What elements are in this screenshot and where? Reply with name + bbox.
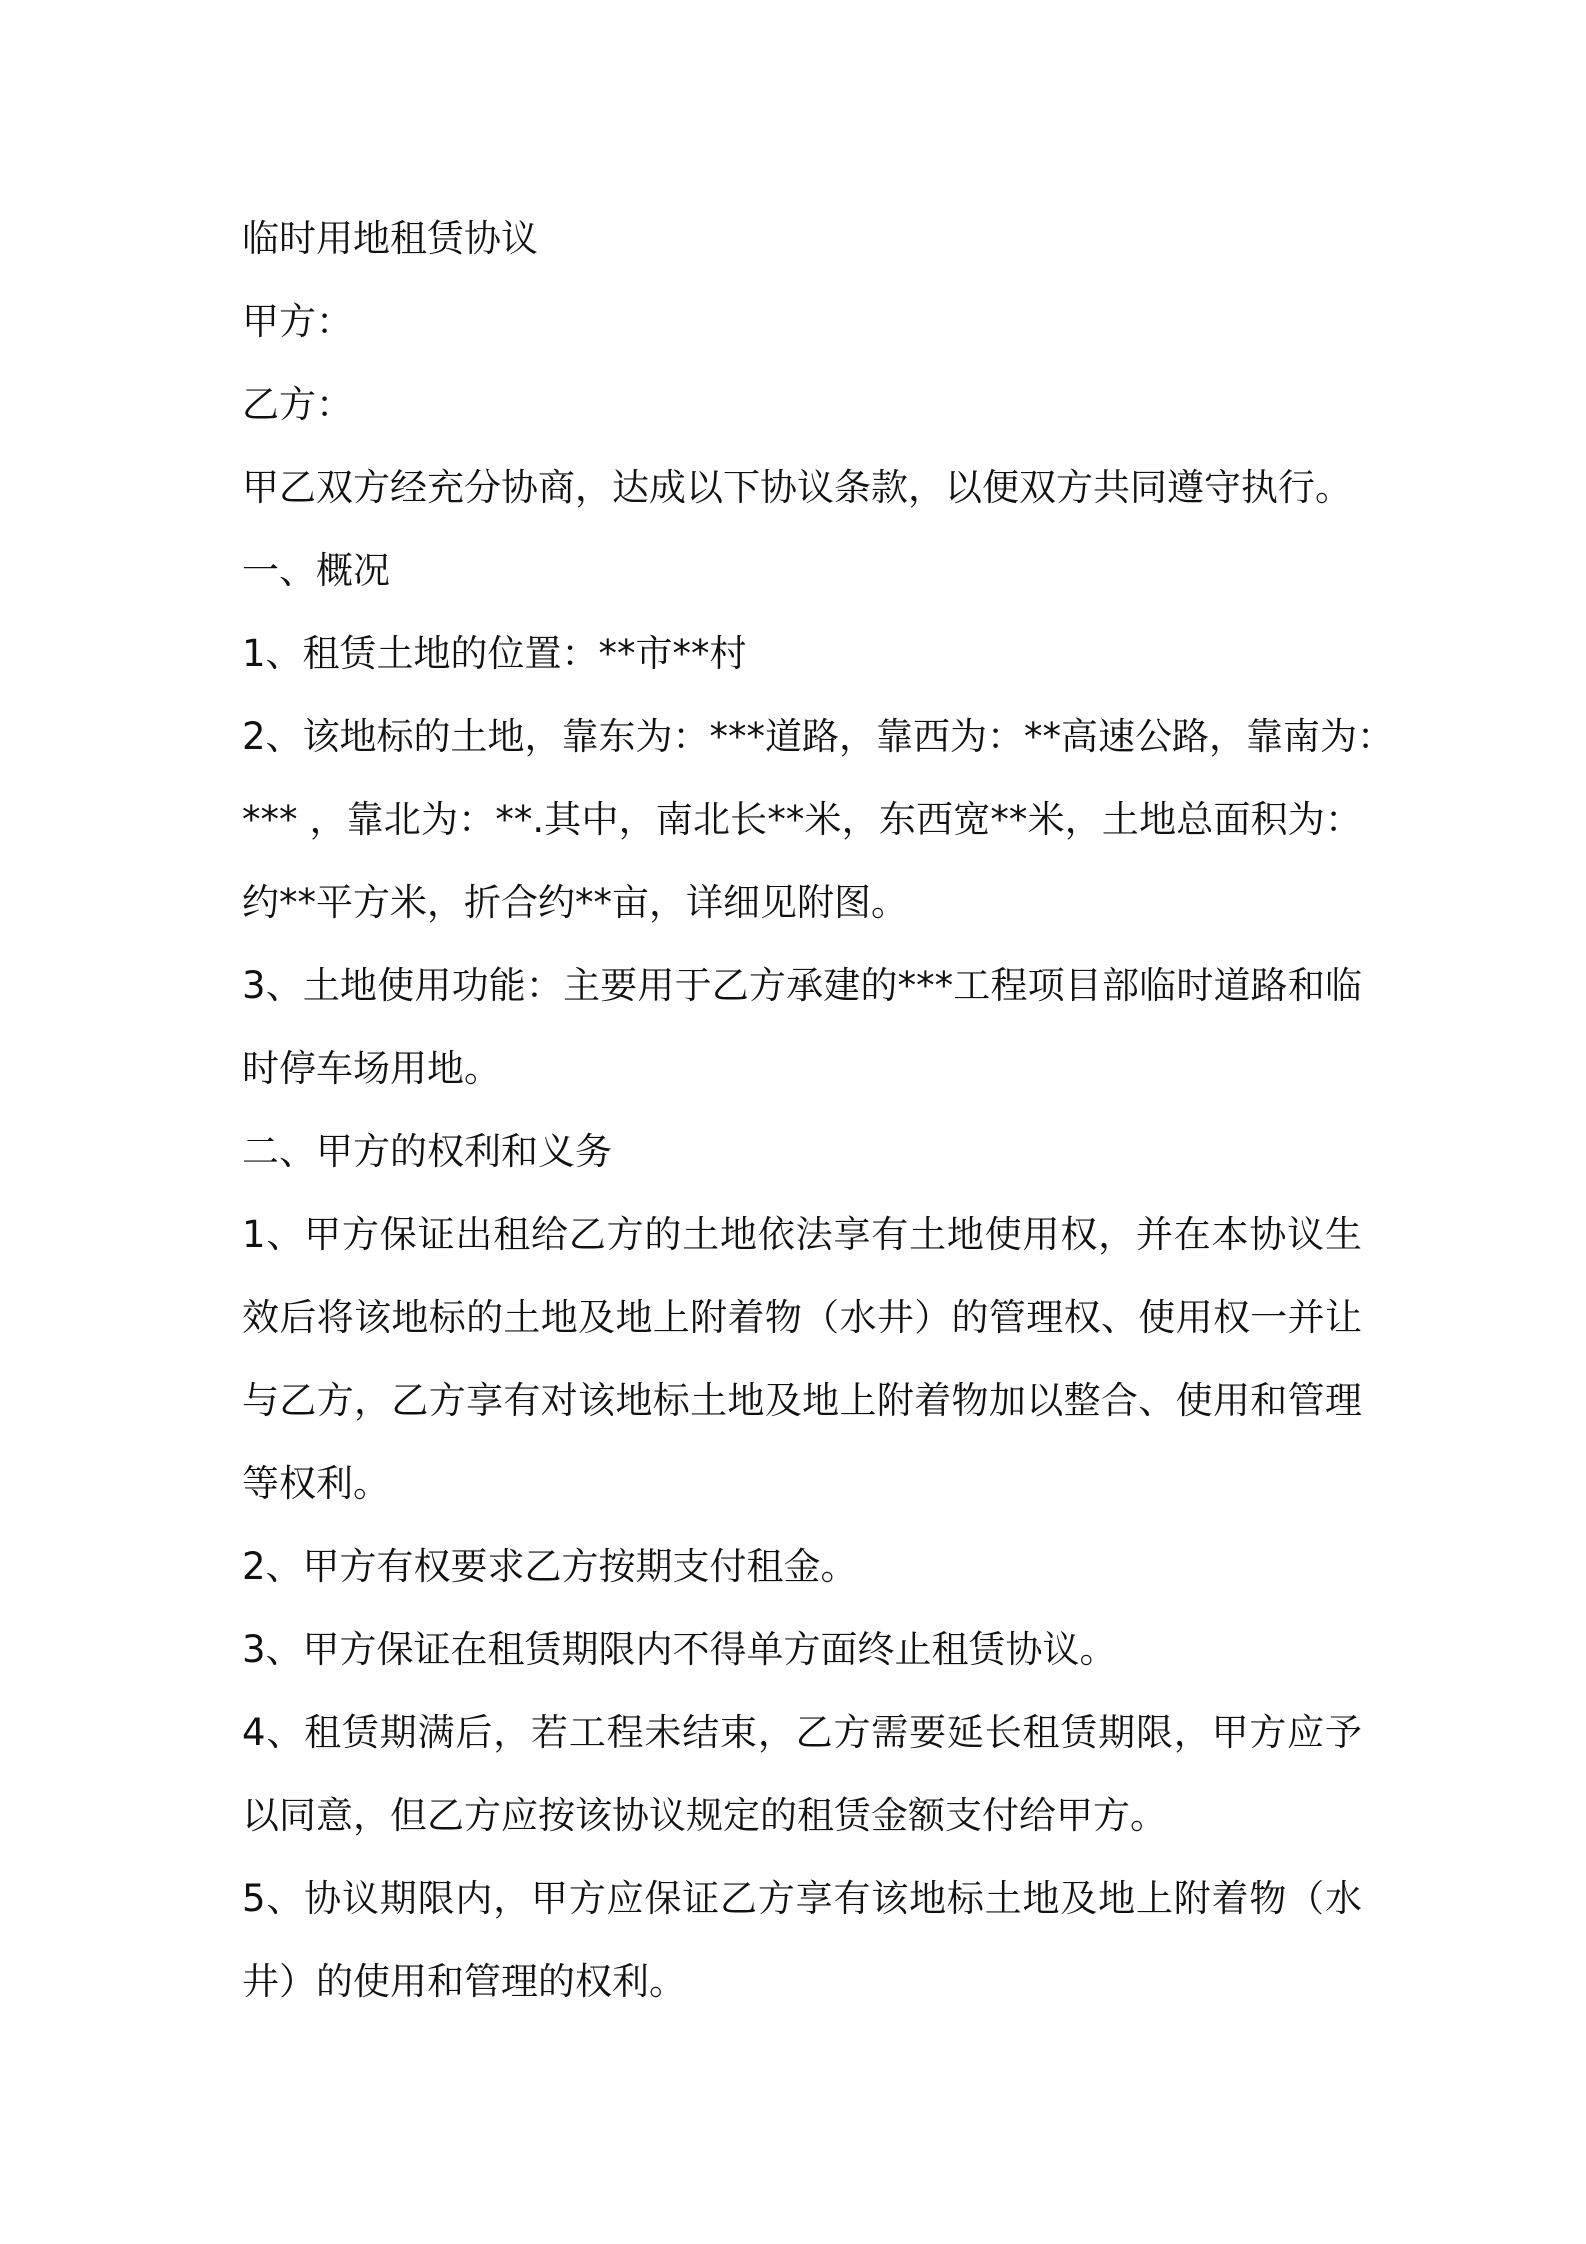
clause-text: 2、甲方有权要求乙方按期支付租金。 [242,1545,858,1588]
clause-text: 3、甲方保证在租赁期限内不得单方面终止租赁协议。 [242,1628,1117,1671]
clause-text: *** ，靠北为：**.其中，南北长**米，东西宽**米，土地总面积为： [242,798,1362,841]
document-body [242,197,1395,2023]
clause-text: 约**平方米，折合约**亩，详细见附图。 [242,881,908,924]
party-b-label: 乙方： [242,383,353,426]
section-heading-party-a-rights: 二、甲方的权利和义务 [242,1130,612,1173]
clause-text: 与乙方，乙方享有对该地标土地及地上附着物加以整合、使用和管理 [242,1379,1362,1422]
clause-text: 1、甲方保证出租给乙方的土地依法享有土地使用权，并在本协议生 [242,1213,1362,1256]
preamble-text: 甲乙双方经充分协商，达成以下协议条款，以便双方共同遵守执行。 [242,466,1352,509]
clause-text: 5、协议期限内，甲方应保证乙方享有该地标土地及地上附着物（水 [242,1877,1362,1920]
clause-text: 时停车场用地。 [242,1047,501,1090]
clause-text: 4、租赁期满后，若工程未结束，乙方需要延长租赁期限，甲方应予 [242,1711,1362,1754]
party-a-label: 甲方： [242,300,353,343]
clause-text: 3、土地使用功能：主要用于乙方承建的***工程项目部临时道路和临 [242,964,1362,1007]
clause-text: 以同意，但乙方应按该协议规定的租赁金额支付给甲方。 [242,1794,1167,1837]
clause-text: 1、租赁土地的位置：**市**村 [242,632,747,675]
section-heading-overview: 一、概况 [242,549,390,592]
clause-text: 效后将该地标的土地及地上附着物（水井）的管理权、使用权一并让 [242,1296,1362,1339]
clause-text: 井）的使用和管理的权利。 [242,1960,686,2003]
clause-text: 等权利。 [242,1462,390,1505]
clause-text: 2、该地标的土地，靠东为：***道路，靠西为：**高速公路，靠南为： [242,715,1395,758]
document-title: 临时用地租赁协议 [242,217,538,260]
